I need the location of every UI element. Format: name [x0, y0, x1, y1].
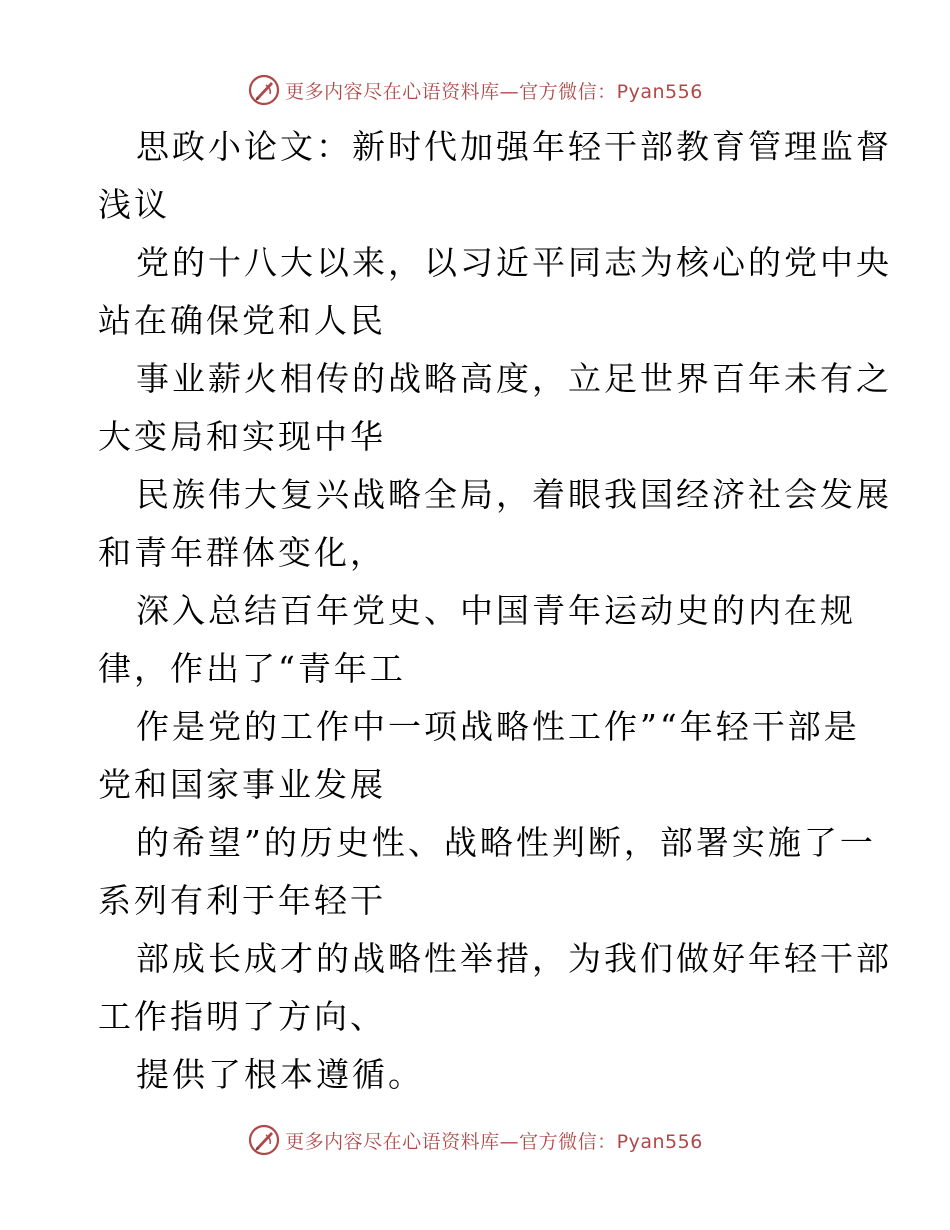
- paragraph-line: 系列有利于年轻干: [98, 881, 386, 920]
- footer-watermark-banner: [0, 1120, 950, 1160]
- paragraph-line: 党和国家事业发展: [98, 765, 386, 804]
- paragraph-line: 的希望”的历史性、战略性判断，部署实施了一: [136, 823, 876, 862]
- quill-pen-logo-icon: [247, 1123, 281, 1157]
- paragraph-line: 民族伟大复兴战略全局，着眼我国经济社会发展: [136, 475, 892, 514]
- paragraph-line: 工作指明了方向、: [98, 997, 386, 1036]
- document-body: [98, 118, 892, 1104]
- paragraph-line: 提供了根本遵循。: [136, 1055, 424, 1094]
- paragraph-line: 部成长成才的战略性举措，为我们做好年轻干部: [136, 939, 892, 978]
- paragraph-line: 和青年群体变化，: [98, 533, 386, 572]
- footer-banner-text: 更多内容尽在心语资料库—官方微信：Pyan556: [285, 1130, 703, 1153]
- paragraph-line: 事业薪火相传的战略高度，立足世界百年未有之: [136, 359, 892, 398]
- paragraph-line: 作是党的工作中一项战略性工作”“年轻干部是: [136, 707, 860, 746]
- paragraph-line: 站在确保党和人民: [98, 301, 386, 340]
- header-banner-text: 更多内容尽在心语资料库—官方微信：Pyan556: [285, 80, 703, 103]
- doc-title-line-2: 浅议: [98, 185, 170, 224]
- paragraph-line: 党的十八大以来，以习近平同志为核心的党中央: [136, 243, 892, 282]
- paragraph-line: 深入总结百年党史、中国青年运动史的内在规: [136, 591, 856, 630]
- paragraph-line: 大变局和实现中华: [98, 417, 386, 456]
- quill-pen-logo-icon: [247, 73, 281, 107]
- doc-title-line-1: 思政小论文：新时代加强年轻干部教育管理监督: [136, 127, 892, 166]
- paragraph-line: 律，作出了“青年工: [98, 649, 406, 688]
- header-watermark-banner: [0, 70, 950, 110]
